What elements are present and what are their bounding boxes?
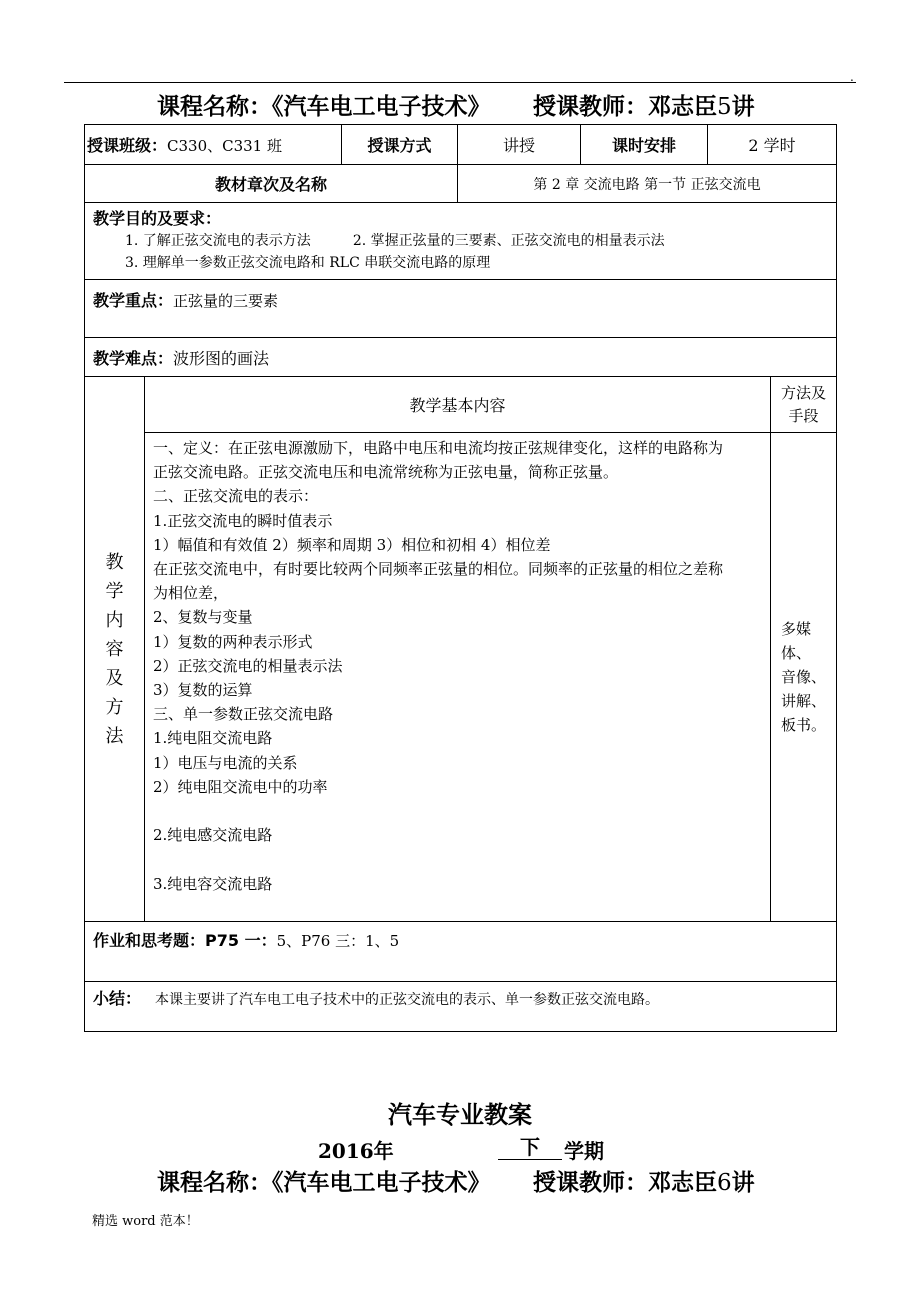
class-label: 授课班级：	[87, 136, 168, 155]
content-line: 一、定义：在正弦电源激励下，电路中电压和电流均按正弦规律变化，这样的电路称为	[153, 439, 724, 457]
key-points-label: 教学重点：	[93, 291, 174, 310]
methods-cell	[771, 433, 837, 922]
course-name: 课程名称：《汽车电工电子技术》	[157, 93, 491, 120]
key-points-value: 正弦量的三要素	[173, 292, 279, 310]
content-line: 1）电压与电流的关系	[153, 753, 298, 772]
term-value: 下	[498, 1135, 562, 1160]
method-header-line-2: 手段	[788, 406, 819, 425]
second-lecture-suffix: 讲	[731, 1169, 755, 1196]
lesson-table	[84, 124, 837, 1032]
top-rule	[64, 82, 856, 83]
second-lesson-title	[0, 1164, 920, 1200]
method-value: 讲授	[502, 136, 535, 155]
term-year	[318, 1135, 394, 1164]
difficulty-value: 波形图的画法	[173, 348, 270, 368]
class-value: C330、C331 班	[167, 137, 282, 155]
summary-label: 小结：	[93, 989, 142, 1008]
second-heading: 汽车专业教案	[388, 1101, 532, 1129]
content-line: 在正弦交流电中，有时要比较两个同频率正弦量的相位。同频率的正弦量的相位之差称	[153, 560, 724, 579]
content-line: 1）幅值和有效值 2）频率和周期 3）相位和初相 4）相位差	[153, 535, 551, 554]
hours-label-cell	[581, 125, 708, 165]
method-label: 授课方式	[367, 136, 432, 155]
corner-mark: .	[850, 70, 854, 84]
lesson-title	[0, 88, 920, 124]
footer-note: 精选 word 范本！	[92, 1214, 199, 1229]
method-item: 音像、	[781, 668, 827, 686]
content-side-label: 教 学 内 容 及 方 法	[105, 551, 124, 747]
method-header-line-1: 方法及	[780, 383, 826, 402]
content-line: 三、单一参数正弦交流电路	[153, 705, 334, 724]
content-line: 2）纯电阻交流电中的功率	[153, 777, 328, 796]
teacher-info	[533, 88, 755, 121]
method-item: 讲解、	[781, 692, 827, 710]
method-header-cell	[771, 377, 837, 433]
objective-1: 1. 了解正弦交流电的表示方法	[125, 233, 311, 249]
content-line: 3.纯电容交流电路	[153, 874, 273, 893]
homework-cell	[85, 922, 837, 982]
difficulty-cell	[85, 338, 837, 377]
summary-value: 本课主要讲了汽车电工电子技术中的正弦交流电的表示、单一参数正弦交流电路。	[155, 992, 660, 1008]
second-teacher-name: 授课教师：邓志臣	[533, 1169, 717, 1196]
second-teacher-info	[533, 1164, 755, 1197]
content-line: 3）复数的运算	[153, 681, 253, 700]
content-line: 1）复数的两种表示形式	[153, 632, 313, 651]
hours-value-cell	[708, 125, 837, 165]
content-header: 教学基本内容	[409, 396, 506, 415]
term-line	[0, 1135, 920, 1165]
year-value: 2016	[318, 1139, 374, 1163]
objectives-line-1	[93, 230, 836, 252]
content-line: 2.纯电感交流电路	[153, 826, 273, 845]
method-item: 多媒体、	[781, 620, 812, 662]
class-cell	[85, 125, 342, 165]
chapter-value-cell	[458, 165, 837, 203]
year-suffix: 年	[373, 1139, 394, 1163]
lecture-number: 5	[717, 94, 732, 120]
method-item: 板书。	[781, 716, 827, 734]
content-line: 2、复数与变量	[153, 608, 253, 627]
content-line: 1.纯电阻交流电路	[153, 729, 273, 748]
content-line	[153, 847, 770, 871]
chapter-value: 第 2 章 交流电路 第一节 正弦交流电	[533, 176, 761, 193]
content-line: 为相位差，	[153, 584, 229, 603]
method-label-cell	[342, 125, 458, 165]
teacher-name: 授课教师：邓志臣	[533, 93, 717, 120]
homework-value: 5、P76 三：1、5	[276, 932, 400, 950]
hours-label: 课时安排	[611, 136, 676, 155]
difficulty-label: 教学难点：	[93, 348, 174, 368]
content-side-label-cell	[85, 377, 145, 922]
lecture-suffix: 讲	[731, 93, 755, 120]
hours-value: 2 学时	[748, 136, 796, 155]
second-lecture-number: 6	[717, 1170, 732, 1196]
chapter-label: 教材章次及名称	[214, 175, 327, 194]
objective-2: 2. 掌握正弦量的三要素、正弦交流电的相量表示法	[352, 233, 665, 249]
homework-label: 作业和思考题：P75 一：	[93, 931, 277, 950]
term-suffix: 学期	[564, 1139, 604, 1163]
objective-3: 3. 理解单一参数正弦交流电路和 RLC 串联交流电路的原理	[125, 255, 491, 271]
content-header-cell	[145, 377, 771, 433]
content-line: 1.正弦交流电的瞬时值表示	[153, 511, 333, 530]
content-line: 二、正弦交流电的表示：	[153, 487, 319, 506]
methods-list	[771, 617, 836, 737]
key-points-cell	[85, 280, 837, 338]
method-value-cell	[458, 125, 581, 165]
summary-cell	[85, 982, 837, 1032]
objectives-label: 教学目的及要求：	[93, 209, 222, 228]
chapter-label-cell	[85, 165, 458, 203]
content-line: 正弦交流电路。正弦交流电压和电流常统称为正弦电量，简称正弦量。	[153, 463, 619, 482]
content-body-cell	[145, 433, 771, 922]
content-line	[153, 799, 770, 823]
content-line: 2）正弦交流电的相量表示法	[153, 656, 343, 675]
second-course-name: 课程名称：《汽车电工电子技术》	[157, 1169, 491, 1196]
objectives-cell	[85, 203, 837, 280]
